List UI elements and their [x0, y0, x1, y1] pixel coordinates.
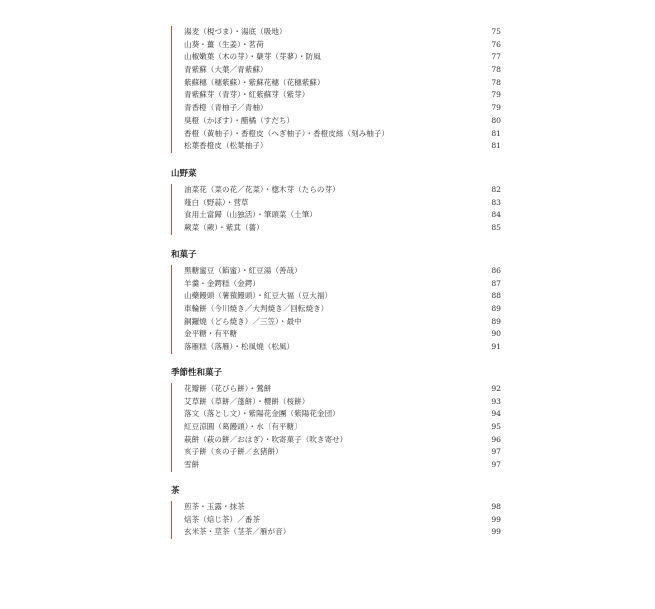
toc-row[interactable]	[184, 128, 501, 141]
toc-section-continued	[171, 26, 501, 153]
toc-row[interactable]	[184, 459, 501, 472]
page-number: 88	[491, 291, 501, 301]
page-number: 99	[491, 514, 501, 524]
toc-list	[171, 501, 501, 539]
page-number: 77	[491, 52, 501, 62]
toc-section-seasonal-wagashi	[171, 367, 501, 472]
toc-row[interactable]	[184, 383, 501, 396]
page-number: 99	[491, 527, 501, 537]
page-number: 83	[491, 197, 501, 207]
toc-row[interactable]	[184, 303, 501, 316]
page-number: 81	[491, 128, 501, 138]
page-number: 81	[491, 141, 501, 151]
toc-row[interactable]	[184, 446, 501, 459]
page-number: 95	[491, 422, 501, 432]
page-number: 86	[491, 266, 501, 275]
toc-row[interactable]	[184, 265, 501, 278]
toc-entry: 香橙（黃柚子）・香橙皮（へぎ柚子）・香橙皮絲（刻み柚子）	[184, 128, 390, 138]
toc-entry: 食用土當歸（山独活）・筆頭菜（土筆）	[184, 210, 317, 220]
toc-entry: 落雁糕（落雁）・松風燒（松風）	[184, 342, 295, 352]
page-number: 84	[491, 210, 501, 220]
toc-entry: 紅豆涼圓（葛饅頭）・水〔有平糖〕	[184, 422, 302, 432]
page-number: 78	[491, 65, 501, 75]
toc-entry: 山藥饅頭（薯蕷饅頭）・紅豆大福（豆大福）	[184, 291, 333, 301]
toc-entry: 松葉香橙皮（松葉柚子）	[184, 141, 268, 151]
page-number: 87	[491, 278, 501, 288]
toc-section-wild-vegetables	[171, 168, 501, 235]
toc-entry: 落文（落とし文）・紫陽花金團（紫陽花金団）	[184, 409, 340, 419]
toc-row[interactable]	[184, 408, 501, 421]
toc-row[interactable]	[184, 102, 501, 115]
page-number: 96	[491, 434, 501, 444]
toc-entry: 湯麦（梘づま）・湯底（吸地）	[184, 27, 287, 36]
toc-entry: 羊羹・金鍔糕（金鍔）	[184, 278, 260, 288]
toc-entry: 青香橙（青柚子／青柚）	[184, 103, 268, 113]
toc-row[interactable]	[184, 341, 501, 354]
page-number: 75	[491, 27, 501, 36]
toc-entry: 銅鑼燒（どら焼き）／三笠）・最中	[184, 316, 302, 326]
toc-list	[171, 265, 501, 354]
toc-entry: 黑糖蜜豆（餡蜜）・紅豆湯（善哉）	[184, 266, 302, 275]
page-number: 76	[491, 39, 501, 49]
toc-row[interactable]	[184, 140, 501, 153]
toc-row[interactable]	[184, 501, 501, 514]
toc-row[interactable]	[184, 526, 501, 539]
toc-list	[171, 383, 501, 472]
toc-entry: 雪餅	[184, 460, 200, 470]
toc-section-wagashi	[171, 249, 501, 354]
toc-row[interactable]	[184, 222, 501, 235]
toc-entry: 山椒嫩葉（木の芽）・蘖芽（芽蓼）・防風	[184, 52, 321, 62]
toc-list	[171, 184, 501, 235]
toc-row[interactable]	[184, 316, 501, 329]
toc-section-tea	[171, 485, 501, 539]
toc-entry: 山葵・薑（生姜）・茗荷	[184, 39, 264, 49]
page-number: 80	[491, 115, 501, 125]
toc-row[interactable]	[184, 434, 501, 447]
toc-row[interactable]	[184, 209, 501, 222]
page-number: 91	[491, 342, 501, 352]
toc-row[interactable]	[184, 396, 501, 409]
toc-row[interactable]	[184, 39, 501, 52]
page-number: 94	[491, 409, 501, 419]
toc-entry: 油菜花（菜の花／花菜）・楤木芽（たらの芽）	[184, 185, 340, 194]
toc-entry: 萩餅（萩の餅／おはぎ）・吹寄菓子（吹き寄せ）	[184, 434, 348, 444]
page-number: 85	[491, 223, 501, 233]
page-number: 92	[491, 384, 501, 393]
page-number: 78	[491, 77, 501, 87]
toc-row[interactable]	[184, 278, 501, 291]
page-number: 93	[491, 396, 501, 406]
toc-row[interactable]	[184, 77, 501, 90]
toc-entry: 薤白（野蒜）・营草	[184, 197, 249, 207]
toc-entry: 煎茶・玉露・抹茶	[184, 502, 245, 511]
section-heading: 山野菜	[171, 169, 197, 179]
section-heading: 和菓子	[171, 250, 197, 260]
page-number: 82	[491, 185, 501, 194]
toc-entry: 亥子餅（亥の子餅／玄猪餅）	[184, 447, 283, 457]
toc-row[interactable]	[184, 26, 501, 39]
toc-entry: 焙茶（焙じ茶）／番茶	[184, 514, 260, 524]
toc-entry: 青紫蘇（大葉／青紫蘇）	[184, 65, 268, 75]
toc-row[interactable]	[184, 290, 501, 303]
toc-row[interactable]	[184, 184, 501, 197]
page-number: 79	[491, 103, 501, 113]
toc-entry: 紫蘇穗（穗紫蘇）・紫蘇花穗（花穗紫蘇）	[184, 77, 325, 87]
page-number: 90	[491, 329, 501, 339]
page-number: 97	[491, 460, 501, 470]
toc-row[interactable]	[184, 421, 501, 434]
toc-entry: 金平糖・有平糖	[184, 329, 238, 339]
toc-entry: 車輪餅（今川焼き／大判焼き／回転焼き）	[184, 304, 329, 314]
toc-entry: 青紫蘇芽（青芽）・紅紫蘇芽（紫芽）	[184, 90, 310, 100]
section-heading: 季節性和菓子	[171, 368, 223, 378]
page-number: 97	[491, 447, 501, 457]
toc-list	[171, 26, 501, 153]
toc-entry: 蕨菜（蕨）・紫萁（薔）	[184, 223, 264, 233]
toc-row[interactable]	[184, 197, 501, 210]
toc-row[interactable]	[184, 115, 501, 128]
page-number: 89	[491, 316, 501, 326]
toc-entry: 艾草餅（草餅／蓬餅）・櫻餅（桜餅）	[184, 396, 310, 406]
page-number: 79	[491, 90, 501, 100]
toc-entry: 玄米茶・莖茶（茎茶／雁が音）	[184, 527, 291, 537]
toc-row[interactable]	[184, 514, 501, 527]
toc-row[interactable]	[184, 64, 501, 77]
toc-row[interactable]	[184, 89, 501, 102]
toc-row[interactable]	[184, 328, 501, 341]
section-heading: 茶	[171, 486, 180, 496]
toc-entry: 花瓣餅（花びら餅）・鶯餅	[184, 384, 272, 393]
page-number: 89	[491, 304, 501, 314]
toc-entry: 臭橙（かぼす）・醋橘（すだち）	[184, 115, 295, 125]
toc-row[interactable]	[184, 51, 501, 64]
page-number: 98	[491, 502, 501, 511]
